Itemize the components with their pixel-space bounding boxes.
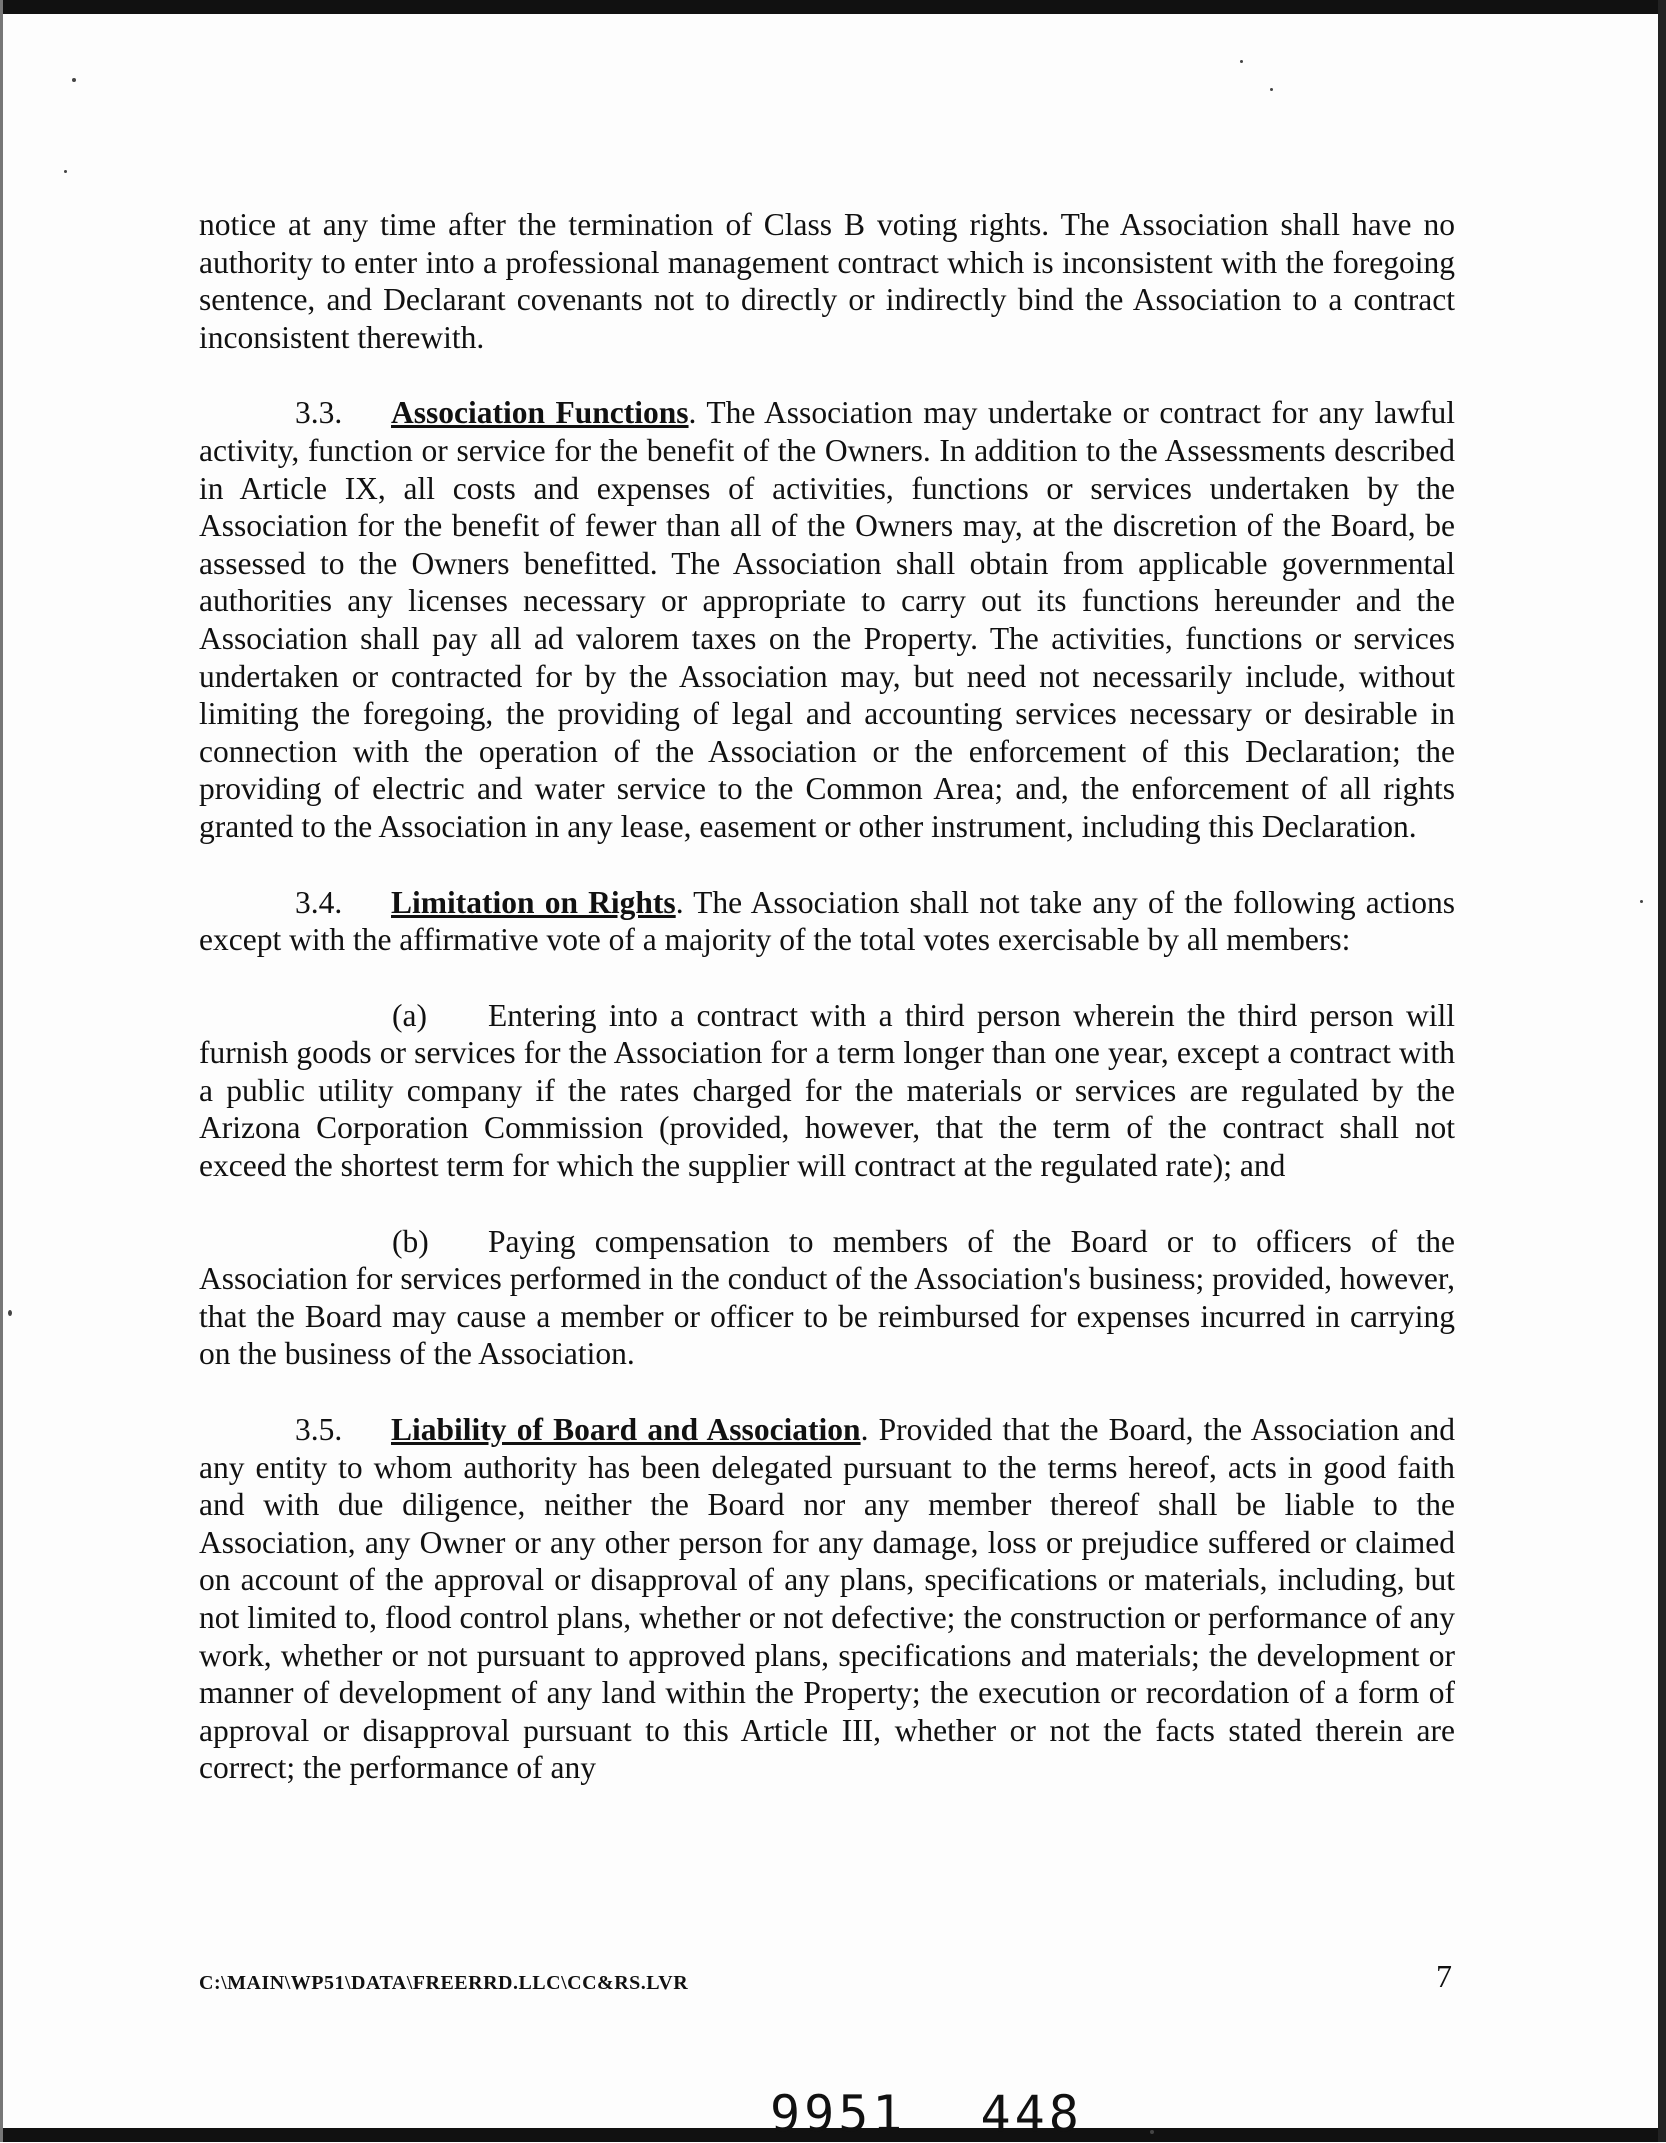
section-heading: Limitation on Rights	[391, 884, 676, 920]
section-number: 3.5.	[295, 1412, 343, 1448]
section-3-3	[199, 394, 1455, 845]
section-number: 3.4.	[295, 884, 343, 920]
footer-file-path: C:\MAIN\WP51\DATA\FREERRD.LLC\CC&RS.LVR	[199, 1972, 689, 1994]
intro-paragraph: notice at any time after the termination of Class B voting rights. The Association shall have no authority to enter into a professional management contract which is inconsistent with the foregoing sentence, and Declarant covenants not to directly or indirectly bind the Association to a contract inconsistent therewith.	[199, 207, 1455, 355]
scan-speck	[8, 1310, 12, 1316]
item-label: (a)	[392, 997, 427, 1033]
recording-number: 9951 448	[770, 2085, 1083, 2143]
section-text: . The Association shall not take any of the following actions except with the affirmative vote of a majority of the total votes exercisable by all members:	[199, 884, 1456, 958]
item-a	[199, 997, 1455, 1185]
section-number: 3.3.	[295, 395, 343, 431]
section-text: . The Association may undertake or contract for any lawful activity, function or service for the benefit of the Owners. In addition to the Assessments described in Article IX, all costs and expenses of activities, functions or services undertaken by the Association for the benefit of fewer than all of the Owners may, at the discretion of the Board, be assessed to the Owners benefitted. The Association shall obtain from applicable governmental authorities any licenses necessary or appropriate to carry out its functions hereunder and the Association shall pay all ad valorem taxes on the Property. The activities, functions or services undertaken or contracted for by the Association may, but need not necessarily include, without limiting the foregoing, the providing of legal and accounting services necessary or desirable in connection with the operation of the Association or the enforcement of this Declaration; the providing of electric and water service to the Common Area; and, the enforcement of all rights granted to the Association in any lease, easement or other instrument, including this Declaration.	[199, 395, 1455, 844]
item-text: Paying compensation to members of the Board or to officers of the Association for services performed in the conduct of the Association's business; provided, however, that the Board may cause a member or officer to be reimbursed for expenses incurred in carrying on the business of the Association.	[199, 1223, 1455, 1372]
scan-edge-right	[1658, 0, 1666, 2142]
scan-speck	[1640, 900, 1643, 903]
scan-speck	[1240, 60, 1243, 63]
section-heading: Association Functions	[391, 395, 689, 431]
section-3-4	[199, 884, 1455, 959]
item-b	[199, 1223, 1455, 1373]
item-label: (b)	[392, 1223, 429, 1259]
scan-edge-top	[0, 0, 1666, 14]
scan-speck	[64, 170, 67, 173]
section-3-5	[199, 1411, 1455, 1787]
page-number: 7	[1436, 1958, 1452, 1994]
section-text: . Provided that the Board, the Association and any entity to whom authority has been delegated pursuant to the terms hereof, acts in good faith and with due diligence, neither the Board nor any member thereof shall be liable to the Association, any Owner or any other person for any damage, loss or prejudice suffered or claimed on account of the approval or disapproval of any plans, specifications or materials, including, but not limited to, flood control plans, whether or not defective; the construction or performance of any work, whether or not pursuant to approved plans, specifications and materials; the development or manner of development of any land within the Property; the execution or recordation of a form of approval or disapproval pursuant to this Article III, whether or not the facts stated therein are correct; the performance of any	[199, 1412, 1455, 1786]
scan-speck	[1150, 2130, 1154, 2134]
item-text: Entering into a contract with a third person wherein the third person will furnish goods or services for the Association for a term longer than one year, except a contract with a public utility company if the rates charged for the materials or services are regulated by the Arizona Corporation Commission (provided, however, that the term of the contract shall not exceed the shortest term for which the supplier will contract at the regulated rate); and	[199, 997, 1455, 1184]
body-text	[199, 206, 1455, 1787]
section-heading: Liability of Board and Association	[391, 1412, 861, 1448]
scan-speck	[72, 78, 76, 82]
scan-edge-left	[0, 0, 3, 2142]
scan-speck	[1270, 88, 1273, 91]
